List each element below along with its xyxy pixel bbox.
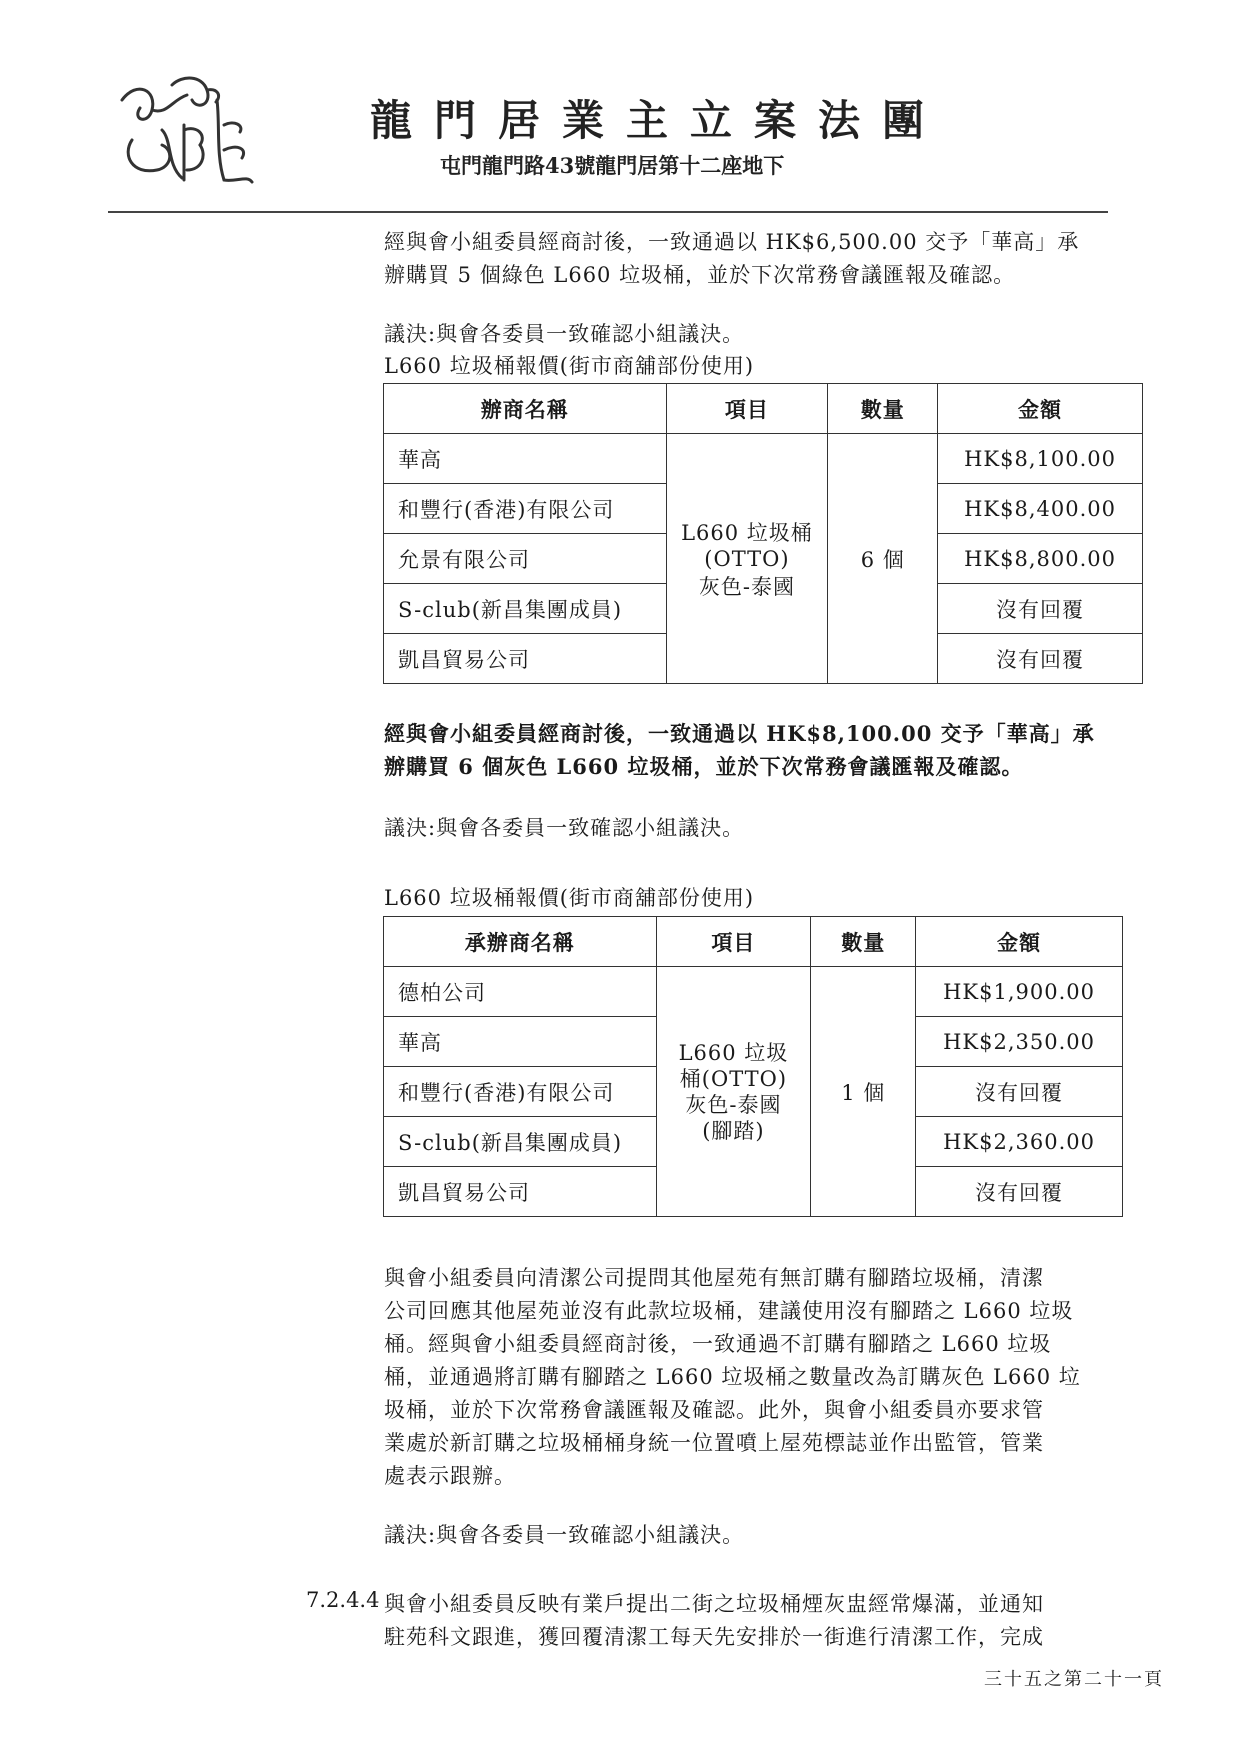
vendor-cell: 和豐行(香港)有限公司 xyxy=(384,1067,657,1117)
amount-cell: HK$8,800.00 xyxy=(938,534,1143,584)
block4-line2: 駐苑科文跟進，獲回覆清潔工每天先安排於一街進行清潔工作，完成 xyxy=(384,1625,1044,1649)
block3-resolution: 議決:與會各委員一致確認小組議決。 xyxy=(384,1523,745,1547)
block1-resolution: 議決:與會各委員一致確認小組議決。 xyxy=(384,322,745,346)
item-line: L660 垃圾桶 xyxy=(681,520,813,545)
vendor-cell: S-club(新昌集團成員) xyxy=(384,584,667,634)
item-line: (腳踏) xyxy=(702,1118,765,1143)
table1-header-item: 項目 xyxy=(666,384,828,434)
amount-cell: 沒有回覆 xyxy=(916,1067,1123,1117)
page-number: 三十五之第二十一頁 xyxy=(984,1669,1164,1690)
amount-cell: 沒有回覆 xyxy=(938,634,1143,684)
block2-para-line2: 辦購買 6 個灰色 L660 垃圾桶，並於下次常務會議匯報及確認。 xyxy=(384,754,1024,779)
vendor-cell: 凱昌貿易公司 xyxy=(384,634,667,684)
item-line: 灰色-泰國 xyxy=(685,1092,782,1117)
block3-line: 與會小組委員向清潔公司提問其他屋苑有無訂購有腳踏垃圾桶，清潔 xyxy=(384,1266,1044,1290)
item-line: 桶(OTTO) xyxy=(679,1066,788,1091)
quote-table-1 xyxy=(383,383,1143,684)
quote-table-2 xyxy=(383,916,1123,1217)
block3-line: 業處於新訂購之垃圾桶桶身統一位置噴上屋苑標誌並作出監管，管業 xyxy=(384,1431,1044,1455)
vendor-cell: 德柏公司 xyxy=(384,967,657,1017)
table1-header-vendor: 辦商名稱 xyxy=(384,384,667,434)
amount-cell: 沒有回覆 xyxy=(938,584,1143,634)
table2-header-item: 項目 xyxy=(656,917,811,967)
amount-cell: HK$8,100.00 xyxy=(938,434,1143,484)
block3-line: 桶。經與會小組委員經商討後，一致通過不訂購有腳踏之 L660 垃圾 xyxy=(384,1332,1052,1356)
table1-header-qty: 數量 xyxy=(828,384,938,434)
block2-para-line1: 經與會小組委員經商討後，一致通過以 HK$8,100.00 交予「華高」承 xyxy=(384,721,1095,746)
block1-table-title: L660 垃圾桶報價(街市商舖部份使用) xyxy=(384,354,755,378)
header-divider xyxy=(108,211,1108,213)
block3-line: 公司回應其他屋苑並沒有此款垃圾桶，建議使用沒有腳踏之 L660 垃圾 xyxy=(384,1299,1074,1323)
block2-resolution: 議決:與會各委員一致確認小組議決。 xyxy=(384,816,745,840)
table2-header-qty: 數量 xyxy=(811,917,916,967)
item-number: 7.2.4.4 xyxy=(306,1588,380,1612)
amount-cell: HK$2,360.00 xyxy=(916,1117,1123,1167)
amount-cell: HK$8,400.00 xyxy=(938,484,1143,534)
amount-cell: HK$2,350.00 xyxy=(916,1017,1123,1067)
block1-para-line1: 經與會小組委員經商討後，一致通過以 HK$6,500.00 交予「華高」承 xyxy=(384,230,1080,254)
amount-cell: HK$1,900.00 xyxy=(916,967,1123,1017)
block2-table-title: L660 垃圾桶報價(街市商舖部份使用) xyxy=(384,886,755,910)
block1-para-line2: 辦購買 5 個綠色 L660 垃圾桶，並於下次常務會議匯報及確認。 xyxy=(384,263,1016,287)
item-line: L660 垃圾 xyxy=(678,1040,789,1065)
org-address: 屯門龍門路43號龍門居第十二座地下 xyxy=(440,153,785,178)
vendor-cell: S-club(新昌集團成員) xyxy=(384,1117,657,1167)
table-row xyxy=(384,434,1143,484)
dragon-logo xyxy=(112,70,284,190)
table-row xyxy=(384,967,1123,1017)
table2-header-amount: 金額 xyxy=(916,917,1123,967)
vendor-cell: 凱昌貿易公司 xyxy=(384,1167,657,1217)
block4-line1: 與會小組委員反映有業戶提出二街之垃圾桶煙灰盅經常爆滿，並通知 xyxy=(384,1592,1044,1616)
amount-cell: 沒有回覆 xyxy=(916,1167,1123,1217)
quantity-cell: 6 個 xyxy=(828,434,938,684)
org-name: 龍門居業主立案法團 xyxy=(370,96,947,145)
item-line: 灰色-泰國 xyxy=(698,574,795,599)
item-cell xyxy=(666,434,828,684)
quantity-cell: 1 個 xyxy=(811,967,916,1217)
vendor-cell: 華高 xyxy=(384,434,667,484)
vendor-cell: 和豐行(香港)有限公司 xyxy=(384,484,667,534)
item-line: (OTTO) xyxy=(704,546,790,571)
block3-line: 圾桶，並於下次常務會議匯報及確認。此外，與會小組委員亦要求管 xyxy=(384,1398,1044,1422)
vendor-cell: 華高 xyxy=(384,1017,657,1067)
table1-header-amount: 金額 xyxy=(938,384,1143,434)
table2-header-vendor: 承辦商名稱 xyxy=(384,917,657,967)
block3-line: 處表示跟辦。 xyxy=(384,1464,516,1488)
vendor-cell: 允景有限公司 xyxy=(384,534,667,584)
item-cell xyxy=(656,967,811,1217)
block3-line: 桶，並通過將訂購有腳踏之 L660 垃圾桶之數量改為訂購灰色 L660 垃 xyxy=(384,1365,1081,1389)
